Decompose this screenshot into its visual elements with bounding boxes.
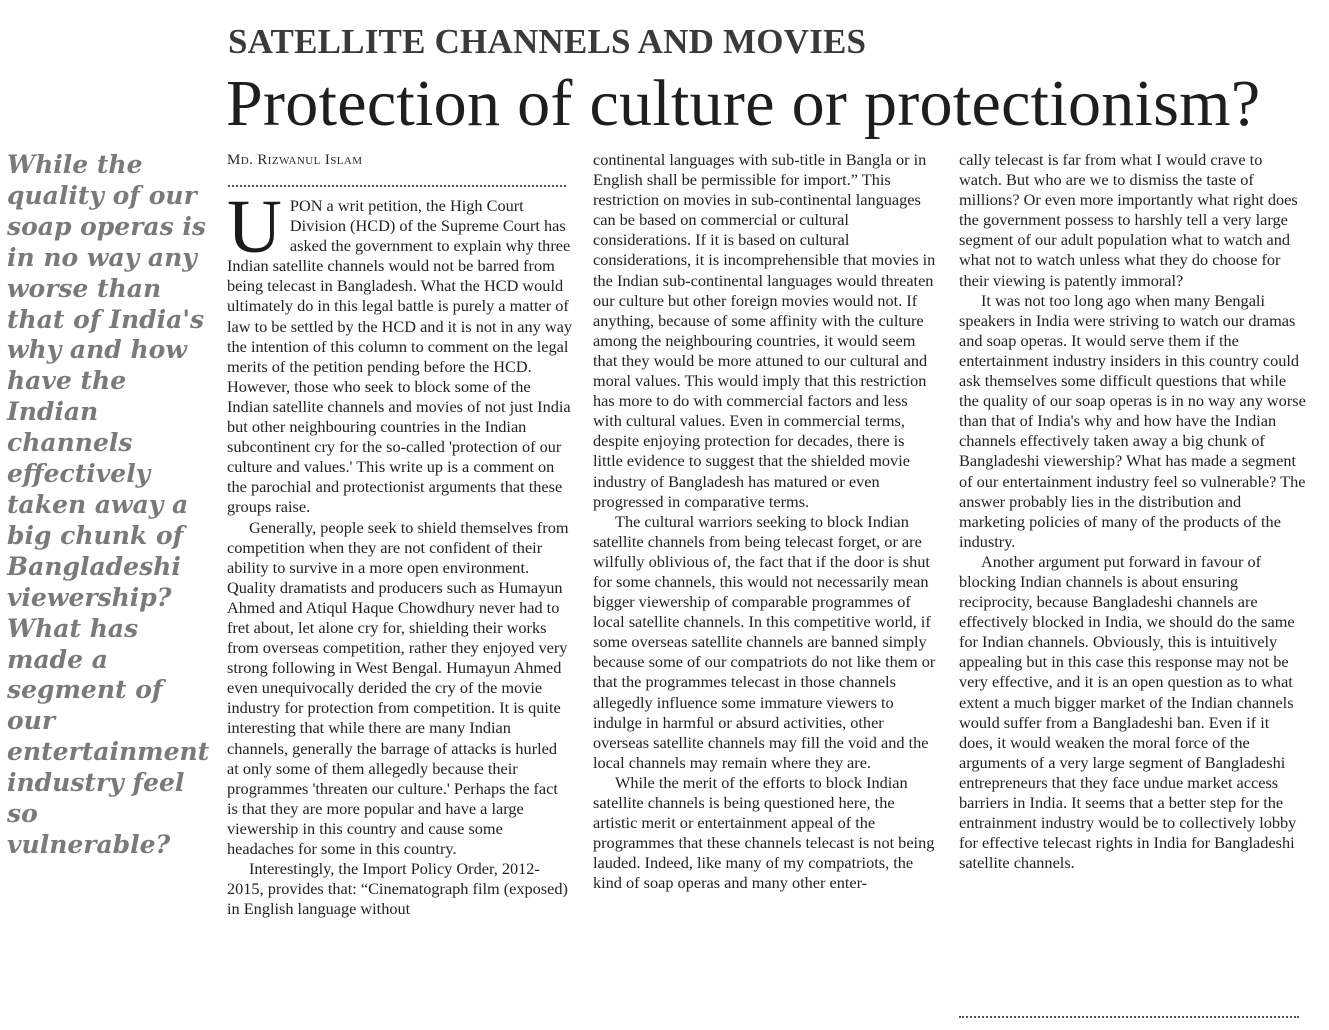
byline-divider	[228, 185, 566, 187]
col1-paragraph-1: PON a writ petition, the High Court Division (HCD) of the Supreme Court has asked the government to explain why three Indian satellite channels would not be barred from being telecast in Bangladesh. What the HCD would ultimately do in this legal battle is purely a matter of law to be settled by the HCD and it is not in any way the intention of this column to comment on the legal merits of the petition pending before the HCD. However, those who seek to block some of the Indian satellite channels and movies of not just India but other neighbouring countries in the Indian subcontinent cry for the so-called 'protection of our culture and values.' This write up is a comment on the parochial and protectionist arguments that these groups raise.	[227, 196, 572, 517]
col1-paragraph-2: Generally, people seek to shield themselves from competition when they are not confident of their ability to survive in a more open environment. Quality dramatists and producers such as Humayun Ahmed and Atiqul Haque Chowdhury never had to fret about, let alone cry for, shielding their works from overseas competition, rather they enjoyed very strong following in West Bengal. Humayun Ahmed even unequivocally derided the cry of the movie industry for protection from competition. It is quite interesting that while there are many Indian channels, generally the barrage of attacks is hurled at only some of them allegedly because their programmes 'threaten our culture.' Perhaps the fact is that they are more popular and have a large viewership in this country and cause some headaches for some in this country.	[227, 517, 569, 858]
byline: Md. Rizwanul Islam	[227, 152, 363, 168]
col1-paragraph-3: Interestingly, the Import Policy Order, 2012-2015, provides that: “Cinematograph film (exposed) in English language without	[227, 859, 568, 919]
col3-paragraph-1: cally telecast is far from what I would crave to watch. But who are we to dismiss the taste of millions? Or even more importantly what right does the government possess to harshly tell a very large segment of our adult population what to watch and what not to watch unless what they do choose for their viewing is patently immoral?	[959, 150, 1298, 290]
col3-paragraph-2: It was not too long ago when many Bengali speakers in India were striving to watch our dramas and soap operas. It would serve them if the entertainment industry insiders in this country could ask themselves some difficult questions that while the quality of our soap operas is in no way any worse than that of India's why and how have the Indian channels effectively taken away a big chunk of Bangladeshi viewership? What has made a segment of our entertainment industry feel so vulnerable? The answer probably lies in the distribution and marketing policies of many of the products of the industry.	[959, 290, 1306, 551]
col2-paragraph-2: The cultural warriors seeking to block Indian satellite channels from being telecast forget, or are wilfully oblivious of, the fact that if the door is shut for some channels, this would not necessarily mean bigger viewership of comparable programmes of local satellite channels. In this competitive world, if some overseas satellite channels are banned simply because some of our compatriots do not like them or that the programmes telecast in those channels allegedly influence some immature viewers to indulge in harmful or absurd activities, other overseas satellite channels may fill the void and the local channels may remain where they are.	[593, 511, 936, 772]
column-3	[959, 150, 1306, 873]
drop-cap: U	[227, 196, 282, 269]
end-divider	[959, 1016, 1299, 1018]
col3-paragraph-3: Another argument put forward in favour of blocking Indian channels is about ensuring reciprocity, because Bangladeshi channels are effectively blocked in India, we should do the same for Indian channels. Obviously, this is intuitively appealing but in this case this response may not be very effective, and it is an open question as to what extent a much bigger market of the Indian channels would suffer from a Bangladeshi ban. Even if it does, it would weaken the moral force of the arguments of a very large segment of Bangladeshi entrepreneurs that they face undue market access barriers in India. It seems that a better step for the entrainment industry would be to collectively lobby for effective telecast rights in India for Bangladeshi satellite channels.	[959, 551, 1297, 873]
col2-paragraph-1: continental languages with sub-title in Bangla or in English shall be permissible for import.” This restriction on movies in sub-continental languages can be based on commercial or cultural considerations. If it is based on cultural considerations, it is incomprehensible that movies in the Indian sub-continental languages would threaten our culture but other foreign movies would not. If anything, because of some affinity with the culture among the neighbouring countries, it would seem that they would be more attuned to our cultural and moral values. This would imply that this restriction has more to do with commercial factors and less with cultural values. Even in commercial terms, despite enjoying protection for decades, there is little evidence to suggest that the shielded movie industry of Bangladesh has matured or even progressed in comparative terms.	[593, 150, 936, 511]
pull-quote: While the quality of our soap operas is in no way any worse than that of India's why and how have the Indian channels effectively taken away a big chunk of Bangladeshi viewership? What has made a segment of our entertainment industry feel so vulnerable?	[7, 150, 210, 859]
section-kicker: SATELLITE CHANNELS AND MOVIES	[228, 22, 867, 61]
headline: Protection of culture or protectionism?	[226, 67, 1261, 140]
column-2	[593, 150, 938, 1030]
column-1	[227, 196, 572, 1030]
col2-paragraph-3: While the merit of the efforts to block Indian satellite channels is being questioned here, the artistic merit or entertainment appeal of the programmes that these channels telecast is not being lauded. Indeed, like many of my compatriots, the kind of soap operas and many other enter-	[593, 772, 935, 893]
